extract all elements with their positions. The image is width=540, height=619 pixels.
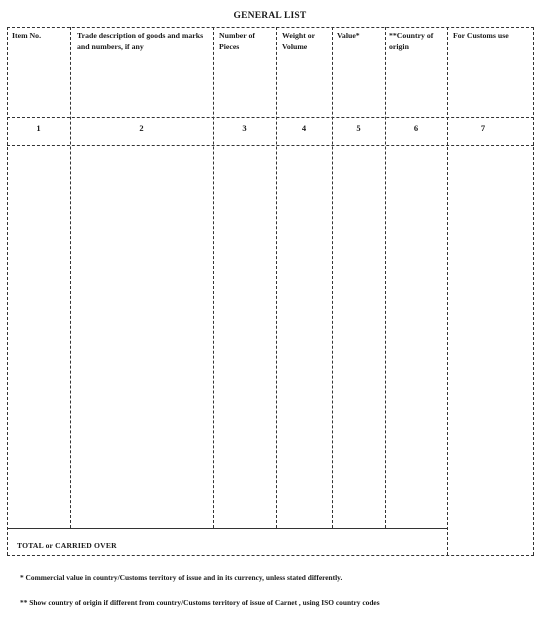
total-row-bottom-rule (7, 555, 534, 556)
column-number-3: 3 (242, 123, 247, 133)
header-customs-use: For Customs use (453, 31, 509, 40)
col-divider-2 (213, 27, 214, 528)
column-number-5: 5 (356, 123, 361, 133)
footnote-value: * Commercial value in country/Customs territory of issue and in its currency, unless stated differently. (20, 573, 343, 582)
header-country-of-origin: **Country of origin (389, 31, 434, 51)
left-border (7, 27, 8, 555)
table-top-border (7, 27, 534, 28)
right-border (533, 27, 534, 555)
column-number-4: 4 (301, 123, 307, 133)
col-divider-3 (276, 27, 277, 528)
column-number-6: 6 (413, 123, 419, 133)
total-row-top-rule (7, 528, 447, 529)
general-list-title: GENERAL LIST (233, 11, 307, 21)
total-carried-over-label: TOTAL or CARRIED OVER (17, 541, 117, 550)
general-list-table (7, 27, 534, 557)
col-divider-1 (70, 27, 71, 528)
header-number-of-pieces: Number of Pieces (219, 31, 256, 51)
footnote-country-of-origin: ** Show country of origin if different from country/Customs territory of issue of Carnet , using ISO country codes (20, 598, 380, 607)
column-number-2: 2 (139, 123, 144, 133)
col-divider-5 (385, 27, 386, 528)
col-divider-4 (332, 27, 333, 528)
column-number-7: 7 (480, 123, 486, 133)
header-trade-description: Trade description of goods and marks and numbers, if any (77, 31, 204, 51)
column-number-1: 1 (36, 123, 41, 133)
header-weight-or-volume: Weight or Volume (282, 31, 315, 51)
col-divider-6 (447, 27, 448, 555)
header-item-no: Item No. (12, 31, 42, 40)
header-bottom-rule (7, 117, 534, 118)
number-row-bottom-rule (7, 145, 534, 146)
header-value: Value* (337, 31, 360, 40)
